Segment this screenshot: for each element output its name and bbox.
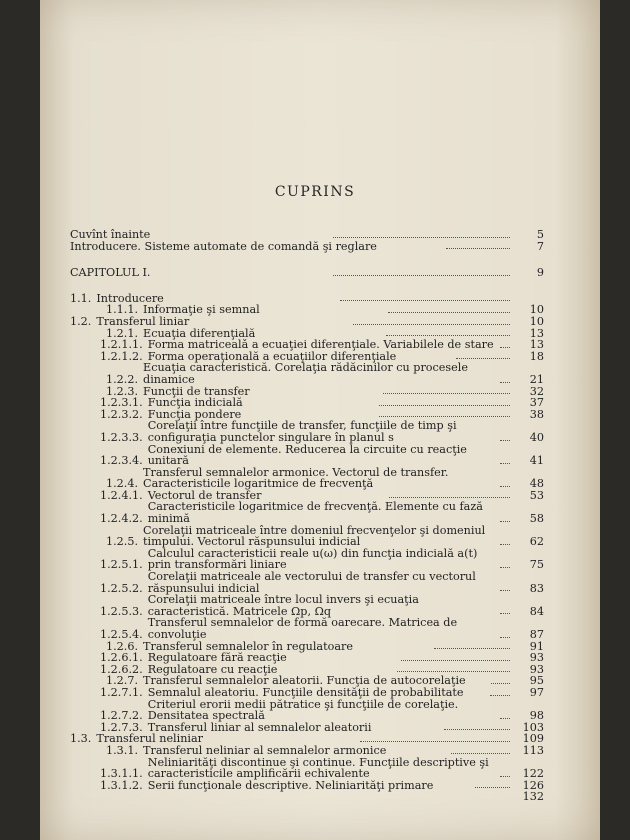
toc-entry-text: Funcţia pondere bbox=[147, 407, 242, 421]
dot-leader bbox=[490, 694, 510, 696]
toc-entry-number: 1.3.1.2. bbox=[100, 778, 143, 792]
toc-entry-text: Vectorul de transfer bbox=[147, 488, 262, 502]
toc-entry bbox=[70, 571, 544, 594]
bleed-through-text bbox=[120, 60, 580, 180]
toc-entry-number: 1.2.5.4. bbox=[100, 628, 143, 641]
toc-entry-page-number: 21 bbox=[529, 372, 544, 386]
toc-entry-text: Transferul neliniar al semnalelor armonice bbox=[143, 743, 387, 757]
toc-entry bbox=[70, 229, 544, 241]
toc-entry-text: Forma operaţională a ecuaţiilor diferenţiale bbox=[147, 349, 397, 363]
toc-entry-page-number: 87 bbox=[529, 628, 544, 641]
dot-leader bbox=[500, 381, 510, 383]
dot-leader bbox=[333, 274, 510, 276]
toc-entry-number: 1.2.4. bbox=[106, 477, 139, 491]
toc-entry-number: 1.2.1. bbox=[106, 326, 139, 340]
toc-entry-text: Transferul neliniar bbox=[96, 732, 204, 746]
toc-entry bbox=[70, 420, 544, 443]
toc-entry bbox=[70, 791, 544, 803]
toc-entry-number: 1.2.7. bbox=[106, 674, 139, 688]
dot-leader bbox=[500, 462, 510, 464]
toc-entry-text: Corelaţii între funcţiile de transfer, funcţiile de timp şi configuraţia punctelor singulare în planul s bbox=[147, 419, 457, 444]
toc-entry-number: 1.2.5.1. bbox=[100, 558, 143, 572]
dot-leader bbox=[434, 647, 510, 649]
toc-entry-page-number: 13 bbox=[529, 338, 544, 352]
toc-entry-number: 1.2.4.2. bbox=[100, 512, 143, 526]
toc-entry-number: 1.2. bbox=[70, 314, 92, 328]
toc-entry-number: 1.3.1. bbox=[106, 743, 139, 757]
toc-entry-page-number: 95 bbox=[529, 674, 544, 688]
dot-leader bbox=[500, 439, 510, 441]
toc-entry-text: Funcţia indicială bbox=[147, 396, 243, 410]
toc-entry-text: Transferul liniar al semnalelor aleatorii bbox=[147, 720, 372, 734]
toc-entry bbox=[70, 525, 544, 548]
toc-entry-page-number: 84 bbox=[529, 604, 544, 618]
toc-entry-page-number: 109 bbox=[522, 732, 544, 746]
dot-leader bbox=[500, 775, 510, 777]
toc-entry bbox=[70, 757, 544, 780]
dot-leader bbox=[379, 415, 510, 417]
toc-entry-page-number: 41 bbox=[529, 454, 544, 468]
toc-entry-text: Caracteristicile logaritmice de frecvenţă. Elemente cu fază minimă bbox=[147, 500, 483, 526]
toc-entry-text: Introducere. Sisteme automate de comandă şi reglare bbox=[70, 239, 377, 253]
dot-leader bbox=[401, 659, 510, 661]
toc-entry bbox=[70, 362, 544, 385]
dot-leader bbox=[500, 485, 510, 487]
toc-entry-page-number: 113 bbox=[522, 743, 544, 757]
toc-entry-number: 1.3.1.1. bbox=[100, 767, 143, 781]
toc-entry-page-number: 38 bbox=[529, 407, 545, 421]
toc-entry-text: Transferul liniar bbox=[96, 314, 190, 328]
toc-entry-number: 1.2.7.3. bbox=[100, 720, 143, 734]
dot-leader bbox=[446, 247, 510, 249]
toc-entry-text: Informaţie şi semnal bbox=[143, 303, 260, 317]
dot-leader bbox=[383, 392, 510, 394]
toc-entry-number: 1.2.6.2. bbox=[100, 662, 143, 676]
toc-entry-page-number: 122 bbox=[522, 767, 544, 781]
toc-entry-text: Transferul semnalelor aleatorii. Funcţia de autocorelaţie bbox=[143, 674, 466, 688]
toc-entry-text: Neliniarităţi discontinue şi continue. Funcţiile descriptive şi caracteristicile amplificării echivalente bbox=[147, 755, 489, 781]
toc-entry bbox=[70, 267, 544, 279]
toc-entry-page-number: 40 bbox=[529, 430, 544, 444]
toc-entry-text: Corelaţii matriceale ale vectorului de transfer cu vectorul răspunsului indicial bbox=[147, 570, 476, 595]
dot-leader bbox=[500, 520, 510, 522]
toc-entry-number: 1.1. bbox=[70, 291, 92, 305]
toc-entry-text: Ecuaţia caracteristică. Corelaţia rădăcinilor cu procesele dinamice bbox=[143, 361, 468, 386]
toc-entry-number: 1.2.3.2. bbox=[100, 407, 143, 421]
toc-entry-text: Funcţii de transfer bbox=[143, 384, 250, 398]
toc-entry bbox=[70, 293, 544, 305]
dot-leader bbox=[397, 670, 510, 672]
toc-entry-page-number: 10 bbox=[529, 314, 545, 328]
toc-entry-page-number: 32 bbox=[529, 384, 544, 398]
toc-entry-page-number: 5 bbox=[536, 228, 544, 241]
toc-entry-number: 1.2.1.1. bbox=[100, 338, 143, 352]
dot-leader bbox=[360, 740, 510, 742]
toc-entry-page-number: 93 bbox=[529, 662, 545, 676]
toc-entry-page-number: 18 bbox=[529, 349, 544, 363]
toc-entry-number: 1.3. bbox=[70, 732, 92, 746]
toc-entry-number: 1.2.3. bbox=[106, 384, 139, 398]
toc-entry-page-number: 10 bbox=[529, 303, 544, 317]
dot-leader bbox=[444, 728, 510, 730]
toc-entry-page-number: 48 bbox=[529, 477, 544, 491]
toc-entry-page-number: 126 bbox=[522, 778, 545, 792]
toc-entry-page-number: 83 bbox=[529, 581, 544, 595]
dot-leader bbox=[386, 334, 510, 336]
toc-entry-page-number: 58 bbox=[529, 512, 544, 526]
toc-entry-number: 1.2.2. bbox=[106, 372, 139, 386]
toc-entry bbox=[70, 594, 544, 617]
toc-entry-text: Introducere bbox=[96, 291, 164, 305]
toc-entry bbox=[70, 745, 544, 757]
toc-entry-text: Conexiuni de elemente. Reducerea la circuite cu reacţie unitară bbox=[147, 442, 467, 468]
toc-entry-page-number: 62 bbox=[529, 535, 544, 549]
toc-entry bbox=[70, 699, 544, 722]
toc-entry-page-number: 93 bbox=[529, 651, 544, 665]
toc-entry-page-number: 9 bbox=[536, 266, 544, 280]
toc-entry bbox=[70, 780, 544, 792]
toc-entry-text: Transferul semnalelor de formă oarecare. Matricea de convoluţie bbox=[147, 616, 458, 641]
toc-entry bbox=[70, 241, 544, 253]
toc-entry-text: Semnalul aleatoriu. Funcţiile densităţii de probabilitate bbox=[147, 685, 464, 699]
toc-entry bbox=[70, 316, 544, 328]
dot-leader bbox=[500, 612, 510, 614]
toc-entry-text: CAPITOLUL I. bbox=[70, 266, 151, 280]
toc-entry-text: Transferul semnalelor în regulatoare bbox=[143, 639, 353, 653]
toc-entry-number: 1.2.6.1. bbox=[100, 651, 143, 665]
page-title: CUPRINS bbox=[274, 184, 356, 200]
toc-entry-text: Cuvînt înainte bbox=[70, 228, 151, 241]
dot-leader bbox=[451, 752, 510, 754]
toc-entry-number: 1.2.3.3. bbox=[100, 430, 143, 444]
dot-leader bbox=[500, 566, 510, 568]
toc-entry-number: 1.2.4.1. bbox=[100, 488, 143, 502]
toc-entry-page-number: 37 bbox=[529, 396, 545, 410]
toc-entry-number: 1.2.3.4. bbox=[100, 454, 143, 468]
toc-entry-page-number: 53 bbox=[529, 488, 544, 502]
toc-entry-number: 1.2.1.2. bbox=[100, 349, 143, 363]
toc-entry-page-number: 7 bbox=[536, 239, 545, 253]
toc-entry-text: Calculul caracteristicii reale u(ω) din funcţia indicială a(t) prin transformări liniare bbox=[147, 546, 478, 572]
dot-leader bbox=[340, 299, 510, 301]
toc-entry-number: 1.2.3.1. bbox=[100, 396, 143, 410]
toc-entry-text: Serii funcţionale descriptive. Neliniarităţi primare bbox=[147, 778, 434, 792]
toc-entry-page-number: 13 bbox=[529, 326, 544, 340]
toc-entry bbox=[70, 467, 544, 490]
toc-entry-text: Ecuaţia diferenţială bbox=[143, 326, 256, 340]
toc-entry-text: Transferul semnalelor armonice. Vectorul de transfer. Caracteristicile logaritmice de frecvenţă bbox=[143, 465, 449, 491]
toc-entry-text: Regulatoare cu reacţie bbox=[147, 662, 278, 676]
dot-leader bbox=[379, 404, 510, 406]
toc-entry-number: 1.2.5. bbox=[106, 535, 139, 549]
dot-leader bbox=[389, 496, 510, 498]
dot-leader bbox=[500, 543, 510, 545]
toc-entry-page-number: 98 bbox=[529, 709, 544, 723]
toc-entry bbox=[70, 339, 544, 351]
toc-entry bbox=[70, 501, 544, 524]
toc-entry bbox=[70, 397, 544, 409]
toc-entry-number: 1.2.7.1. bbox=[100, 685, 143, 699]
dot-leader bbox=[500, 346, 510, 348]
toc-entry-text: Criteriul erorii medii pătratice şi funcţiile de corelaţie. Densitatea spectrală bbox=[147, 697, 459, 723]
toc-entry-text: Corelaţii matriceale între domeniul frecvenţelor şi domeniul timpului. Vectorul răspunsului indicial bbox=[143, 523, 486, 549]
table-of-contents bbox=[70, 229, 544, 803]
dot-leader bbox=[500, 636, 510, 638]
toc-entry-page-number: 97 bbox=[529, 685, 544, 699]
toc-entry-text: Regulatoare fără reacţie bbox=[147, 651, 287, 665]
dot-leader bbox=[353, 323, 510, 325]
toc-entry-page-number: 75 bbox=[529, 558, 544, 572]
dot-leader bbox=[491, 682, 510, 684]
toc-entry-page-number: 91 bbox=[529, 639, 544, 653]
toc-entry bbox=[70, 548, 544, 571]
toc-entry-text: Corelaţii matriceale între locul invers şi ecuaţia caracteristică. Matricele Ωp, Ωq bbox=[147, 593, 419, 618]
toc-entry-number: 1.2.7.2. bbox=[100, 709, 143, 723]
toc-entry bbox=[70, 617, 544, 640]
toc-entry-number: 1.1.1. bbox=[106, 303, 139, 317]
dot-leader bbox=[500, 717, 510, 719]
toc-entry-text: Forma matricealǎ a ecuaţiei diferenţiale. Variabilele de stare bbox=[147, 338, 494, 352]
toc-entry bbox=[70, 444, 544, 467]
dot-leader bbox=[475, 786, 510, 788]
dot-leader bbox=[500, 589, 510, 591]
dot-leader bbox=[456, 357, 510, 359]
toc-entry-page-number: 103 bbox=[522, 720, 544, 734]
toc-entry bbox=[70, 687, 544, 699]
toc-entry-number: 1.2.5.3. bbox=[100, 604, 143, 618]
toc-entry-number: 1.2.6. bbox=[106, 639, 139, 653]
dot-leader bbox=[388, 311, 510, 313]
dot-leader bbox=[333, 236, 510, 238]
toc-entry-page-number: 132 bbox=[522, 790, 544, 804]
toc-entry-number: 1.2.5.2. bbox=[100, 581, 143, 595]
